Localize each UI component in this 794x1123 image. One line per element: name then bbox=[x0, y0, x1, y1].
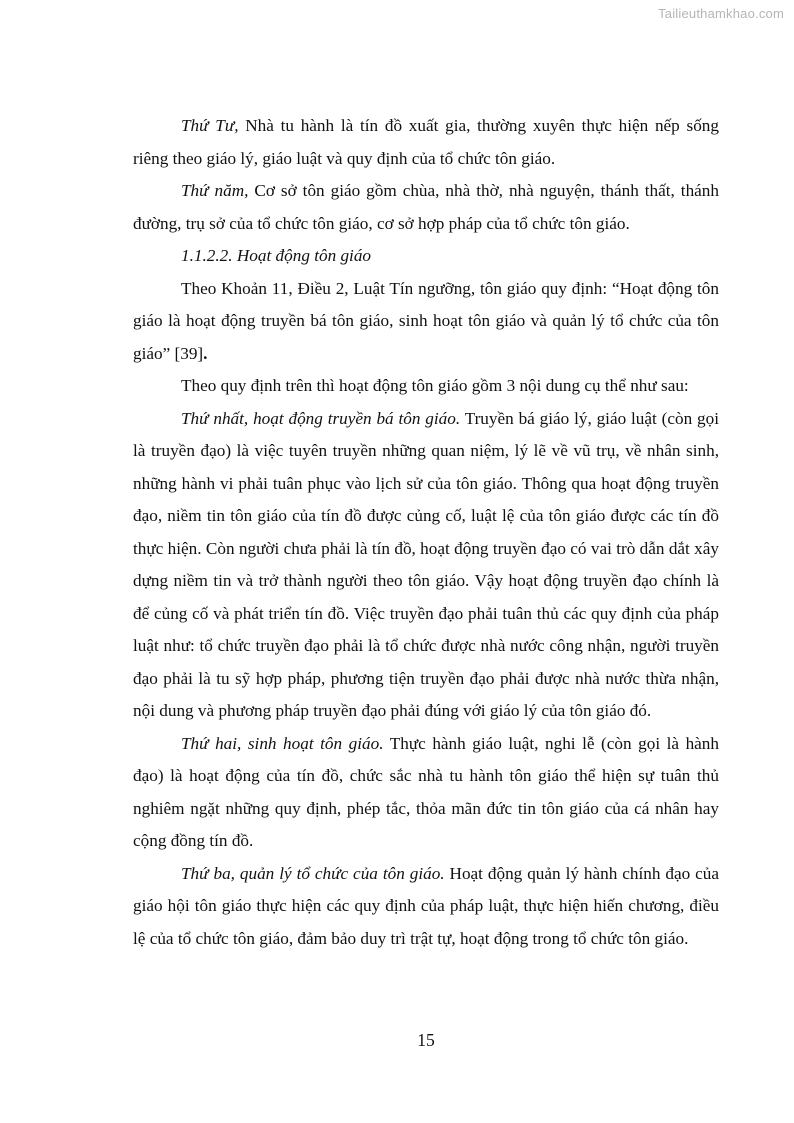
section-heading bbox=[133, 240, 719, 273]
paragraph-text: Truyền bá giáo lý, giáo luật (còn gọi là truyền đạo) là việc tuyên truyền những quan niệm, lý lẽ về vũ trụ, về nhân sinh, những hành vi phải tuân phục vào lịch sử của tôn giáo. Thông qua hoạt động truyền đạo, niềm tin tôn giáo của tín đồ được củng cố, luật lệ của tôn giáo được các tín đồ thực hiện. Còn người chưa phải là tín đồ, hoạt động truyền đạo có vai trò dẫn dắt xây dựng niềm tin và trở thành người theo tôn giáo. Vậy hoạt động truyền đạo chính là để củng cố và phát triển tín đồ. Việc truyền đạo phải tuân thủ các quy định của pháp luật như: tổ chức truyền đạo phải là tổ chức được nhà nước công nhận, người truyền đạo phải là tu sỹ hợp pháp, phương tiện truyền đạo phải được nhà nước thừa nhận, nội dung và phương pháp truyền đạo phải đúng với giáo lý của tôn giáo đó. bbox=[133, 408, 719, 720]
paragraph-legal-definition bbox=[133, 273, 719, 371]
paragraph-thu-tu bbox=[133, 110, 719, 175]
paragraph-lead: Thứ ba, quản lý tổ chức của tôn giáo. bbox=[181, 863, 445, 883]
paragraph-thu-nhat bbox=[133, 403, 719, 728]
paragraph-tail: . bbox=[203, 343, 208, 363]
paragraph-thu-hai bbox=[133, 728, 719, 858]
paragraph-thu-nam bbox=[133, 175, 719, 240]
page-number: 15 bbox=[417, 1030, 435, 1050]
paragraph-lead: Thứ hai, sinh hoạt tôn giáo. bbox=[181, 733, 384, 753]
paragraph-thu-ba bbox=[133, 858, 719, 956]
section-heading-text: 1.1.2.2. Hoạt động tôn giáo bbox=[181, 246, 372, 265]
paragraph-text: Hoạt động quản lý hành chính đạo của giáo hội tôn giáo thực hiện các quy định của pháp luật, thực hiện hiến chương, điều lệ của tổ chức tôn giáo, đảm bảo duy trì trật tự, hoạt động trong tổ chức tôn giáo. bbox=[133, 863, 719, 948]
paragraph-text: Nhà tu hành là tín đồ xuất gia, thường xuyên thực hiện nếp sống riêng theo giáo lý, giáo luật và quy định của tổ chức tôn giáo. bbox=[133, 116, 719, 168]
paragraph-text: Cơ sở tôn giáo gồm chùa, nhà thờ, nhà nguyện, thánh thất, thánh đường, trụ sở của tổ chức tôn giáo, cơ sở hợp pháp của tổ chức tôn giáo. bbox=[133, 181, 719, 233]
paragraph-text: Theo quy định trên thì hoạt động tôn giáo gồm 3 nội dung cụ thể như sau: bbox=[181, 376, 689, 395]
paragraph-text: Theo Khoản 11, Điều 2, Luật Tín ngưỡng, tôn giáo quy định: “Hoạt động tôn giáo là hoạt động truyền bá tôn giáo, sinh hoạt tôn giáo và quản lý tổ chức của tôn giáo” [39] bbox=[133, 278, 719, 363]
document-body bbox=[133, 110, 719, 955]
paragraph-lead: Thứ năm, bbox=[181, 181, 249, 200]
paragraph-text: Thực hành giáo luật, nghi lễ (còn gọi là hành đạo) là hoạt động của tín đồ, chức sắc nhà tu hành tôn giáo thể hiện sự tuân thủ nghiêm ngặt những quy định, phép tắc, thỏa mãn đức tin tôn giáo của cá nhân hay cộng đồng tín đồ. bbox=[133, 733, 719, 850]
paragraph-lead: Thứ Tư, bbox=[181, 116, 239, 135]
watermark: Tailieuthamkhao.com bbox=[658, 6, 784, 21]
paragraph-overview bbox=[133, 370, 719, 403]
paragraph-lead: Thứ nhất, hoạt động truyền bá tôn giáo. bbox=[181, 408, 461, 428]
